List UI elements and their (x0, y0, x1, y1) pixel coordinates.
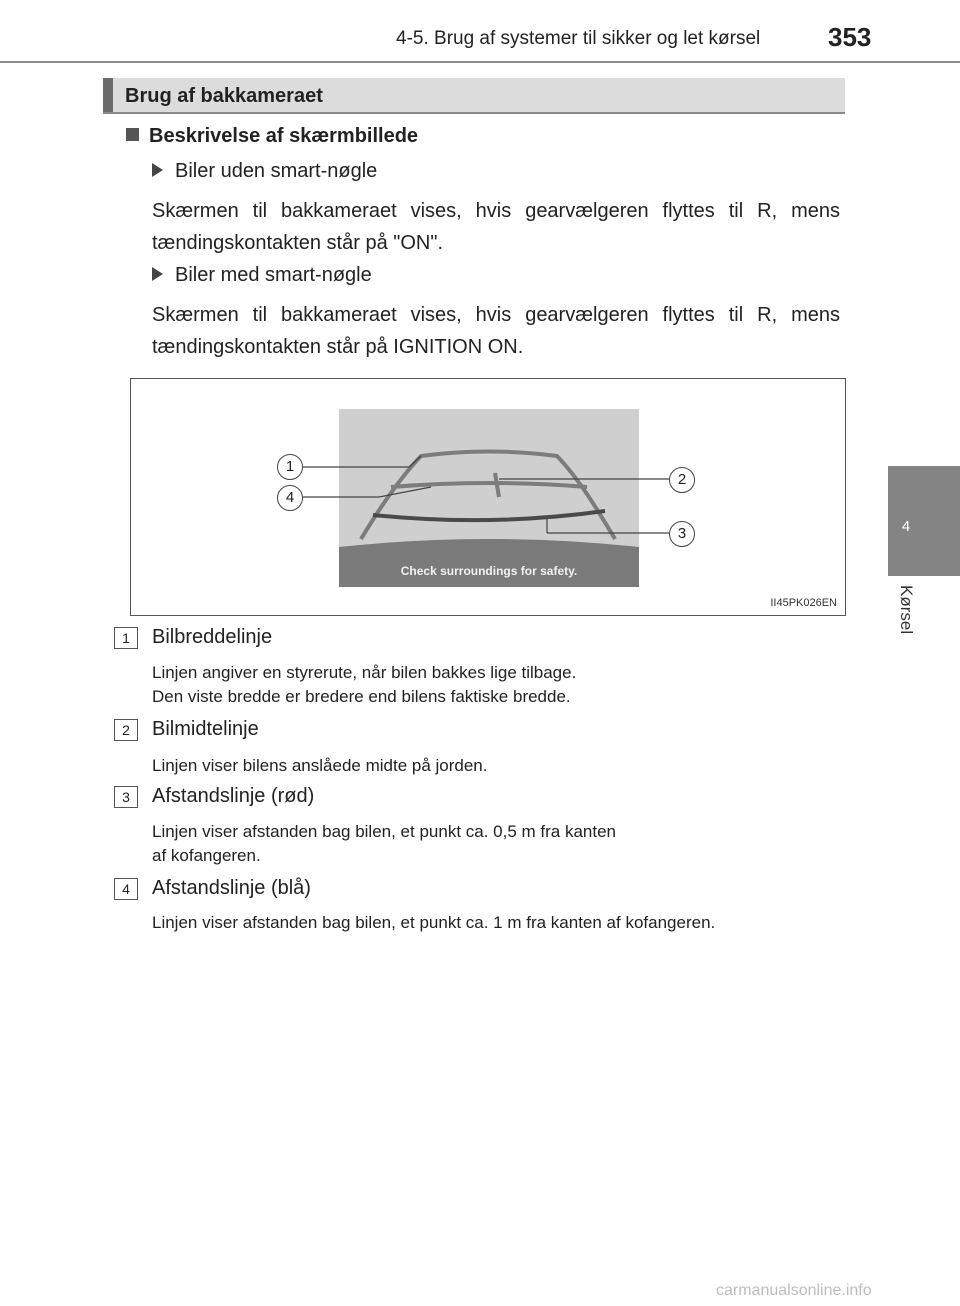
bullet-label: Biler uden smart-nøgle (175, 160, 378, 182)
item-title-4: Afstandslinje (blå) (152, 877, 311, 899)
chapter-label-text: Kørsel (897, 585, 916, 635)
header-rule (0, 61, 960, 63)
running-header: 4-5. Brug af systemer til sikker og let kørsel (396, 28, 761, 49)
square-bullet-icon (126, 128, 139, 141)
camera-screen-graphic (339, 409, 639, 587)
chapter-label (896, 585, 916, 655)
triangle-bullet-icon (152, 163, 163, 177)
page-number: 353 (828, 22, 872, 52)
callout-4: 4 (277, 485, 303, 511)
item-number-2: 2 (114, 719, 138, 741)
item-title-1: Bilbreddelinje (152, 626, 273, 648)
item-number-4: 4 (114, 878, 138, 900)
camera-screen (339, 409, 639, 587)
watermark: carmanualsonline.info (716, 1282, 872, 1299)
bullet-label: Biler med smart-nøgle (175, 264, 372, 286)
item-title-2: Bilmidtelinje (152, 718, 259, 740)
screen-message: Check surroundings for safety. (400, 564, 578, 578)
item-desc-1b: Den viste bredde er bredere end bilens faktiske bredde. (152, 687, 571, 706)
section-header (103, 78, 845, 114)
item-number-3: 3 (114, 786, 138, 808)
section-bar (103, 78, 113, 112)
camera-figure (130, 378, 846, 616)
subsection-heading (126, 125, 418, 148)
callout-1: 1 (277, 454, 303, 480)
item-desc-1a: Linjen angiver en styrerute, når bilen bakkes lige tilbage. (152, 663, 577, 682)
chapter-number: 4 (901, 518, 911, 535)
section-title: Brug af bakkameraet (125, 85, 323, 107)
bullet-paragraph: Skærmen til bakkameraet vises, hvis gearvælgeren flyttes til R, mens tændingskontakten står på "ON". (152, 200, 840, 254)
item-title-3: Afstandslinje (rød) (152, 785, 315, 807)
item-desc-3b: af kofangeren. (152, 846, 261, 865)
bullet-no-smart-key (152, 160, 377, 183)
item-desc-3a: Linjen viser afstanden bag bilen, et punkt ca. 0,5 m fra kanten (152, 822, 617, 841)
bullet-smart-key (152, 264, 372, 287)
item-desc-4a: Linjen viser afstanden bag bilen, et punkt ca. 1 m fra kanten af kofangeren. (152, 913, 716, 932)
figure-code: II45PK026EN (770, 597, 837, 609)
bullet-paragraph: Skærmen til bakkameraet vises, hvis gearvælgeren flyttes til R, mens tændingskontakten står på IGNITION ON. (152, 304, 840, 358)
callout-3: 3 (669, 521, 695, 547)
item-desc-2a: Linjen viser bilens anslåede midte på jorden. (152, 756, 488, 775)
item-number-1: 1 (114, 627, 138, 649)
subsection-title: Beskrivelse af skærmbillede (149, 125, 419, 147)
triangle-bullet-icon (152, 267, 163, 281)
callout-2: 2 (669, 467, 695, 493)
